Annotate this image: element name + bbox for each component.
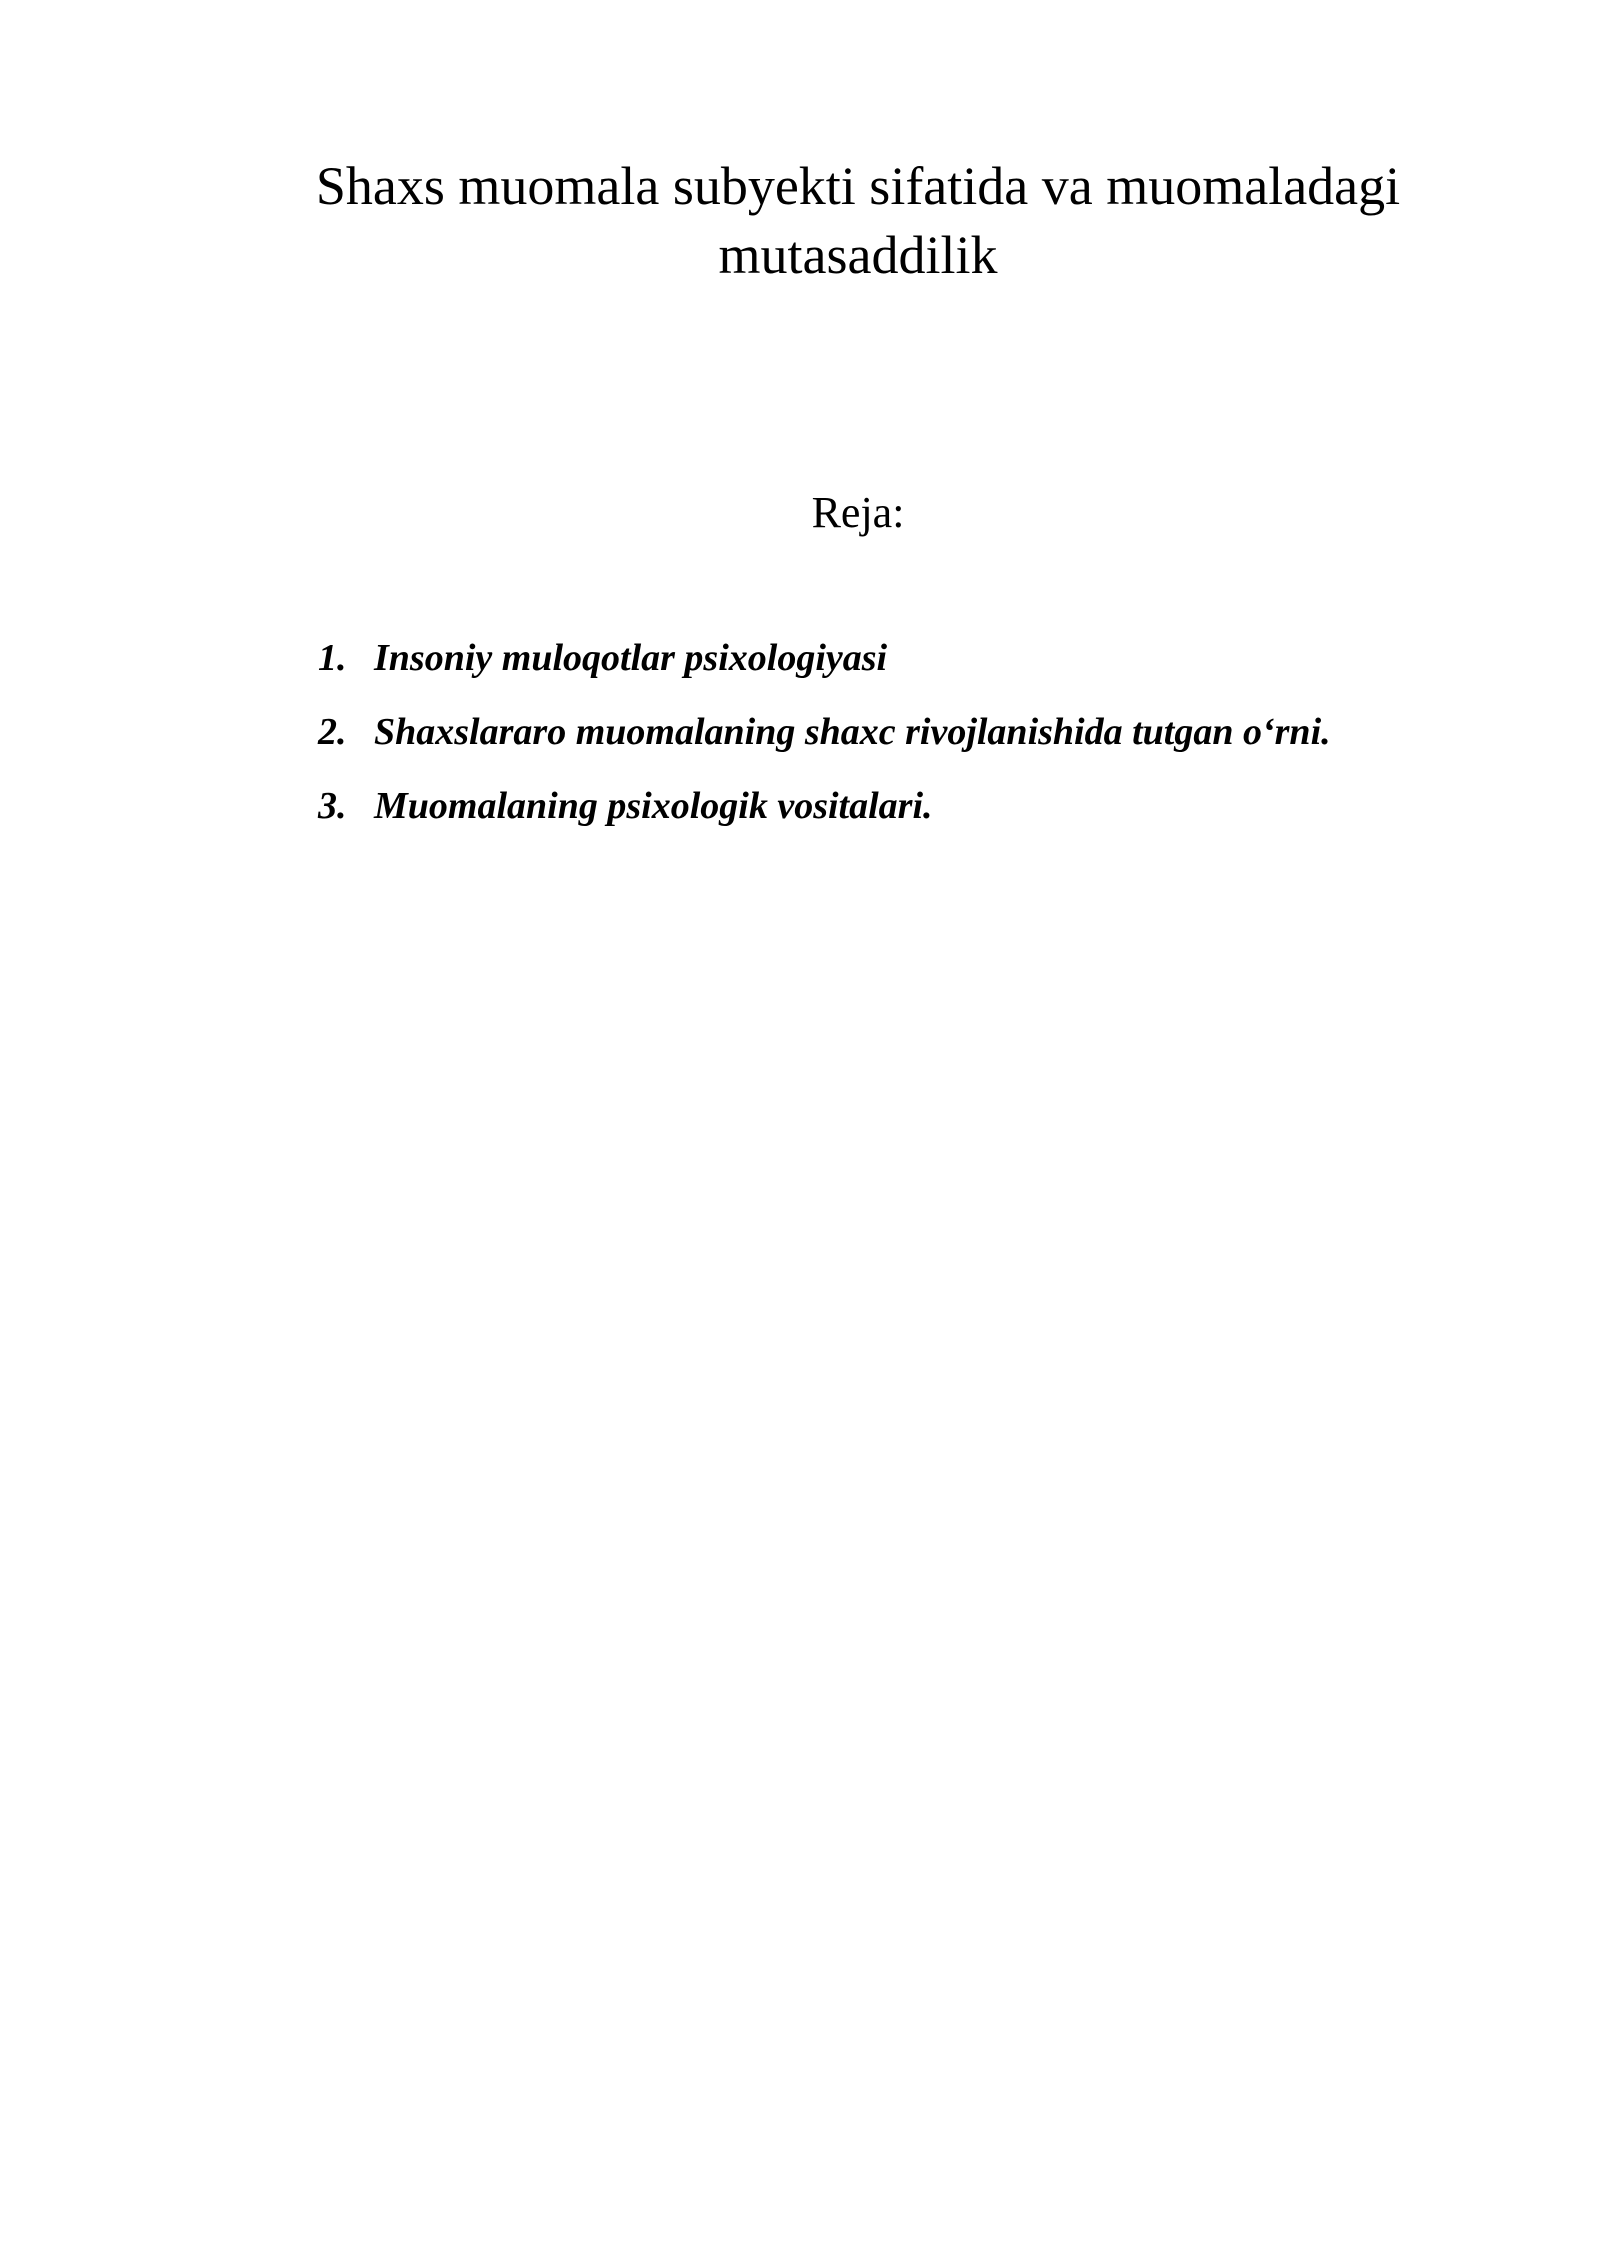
plan-item-text: Muomalaning psixologik vositalari. [374,785,933,827]
document-title [258,152,1458,290]
document-title-line-1: Shaxs muomala subyekti sifatida va muomaladagi [315,156,1401,216]
plan-item-1 [318,630,1568,704]
plan-item-number: 1. [318,637,347,679]
plan-item-2 [318,704,1568,778]
document-title-line-2: mutasaddilik [718,225,998,285]
plan-item-number: 3. [318,785,347,827]
plan-heading: Reja: [811,488,905,537]
plan-item-text: Insoniy muloqotlar psixologiyasi [374,637,888,679]
plan-item-text: Shaxslararo muomalaning shaxc rivojlanishida tutgan o‘rni. [374,711,1331,753]
plan-item-number: 2. [318,711,347,753]
plan-item-3 [318,778,1568,852]
plan-list [318,630,1568,852]
